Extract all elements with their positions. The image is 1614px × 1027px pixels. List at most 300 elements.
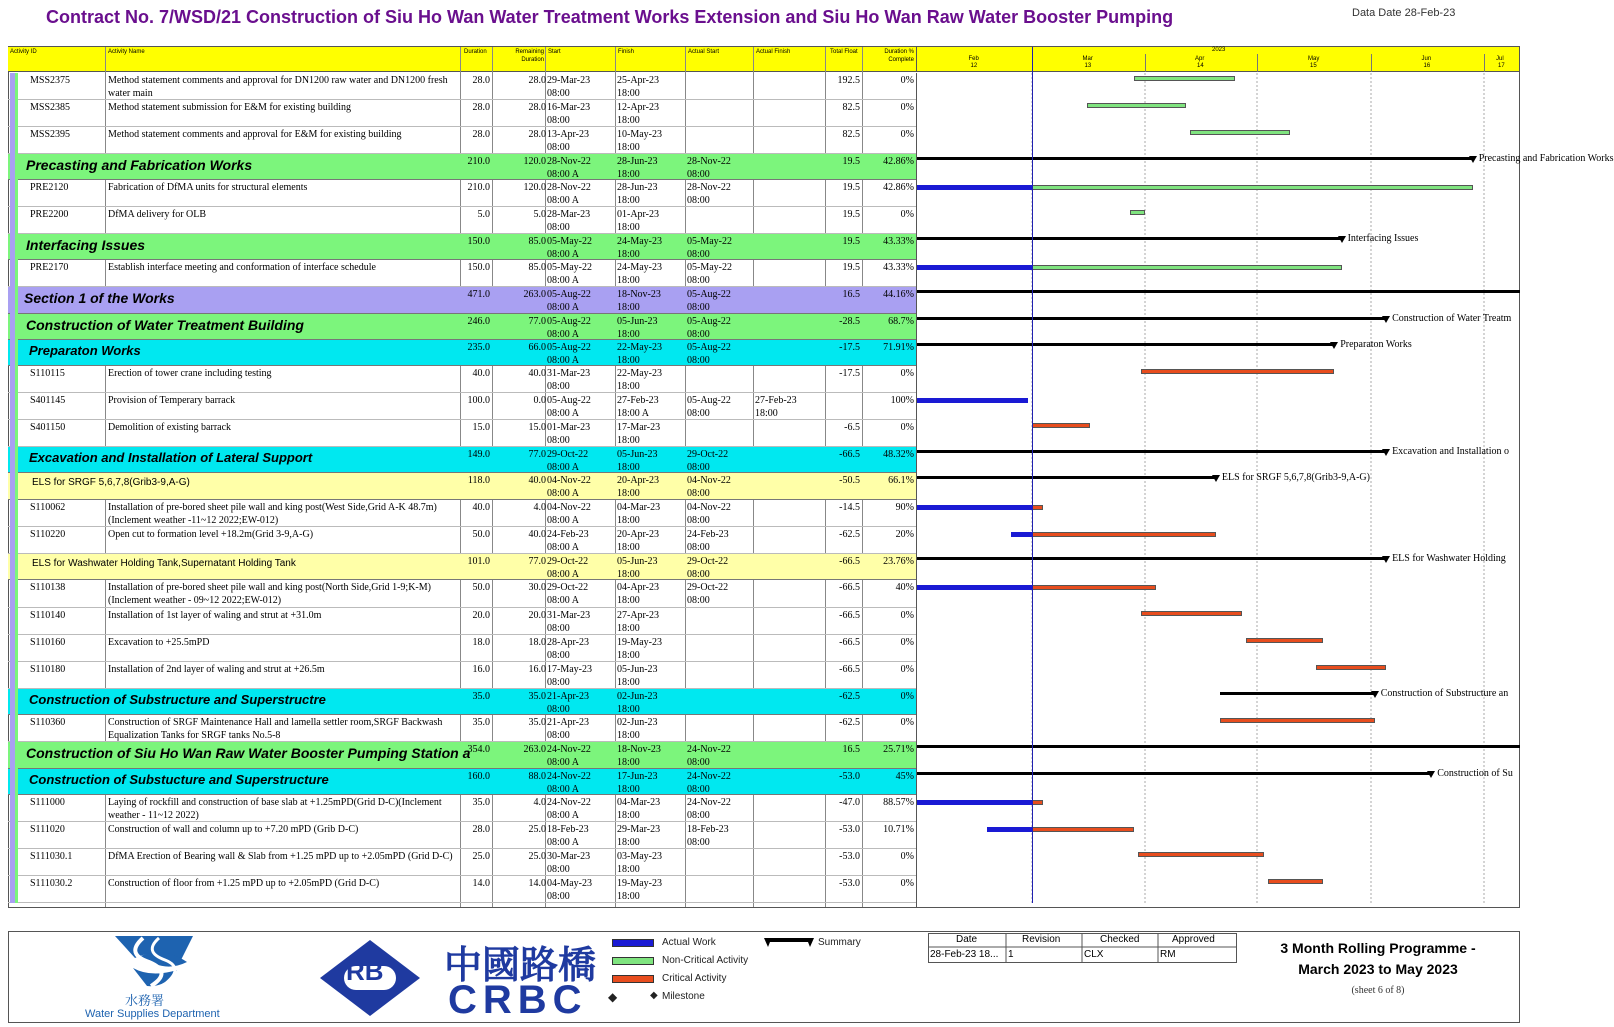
table-row[interactable] — [8, 180, 916, 207]
timescale-divider — [1371, 54, 1372, 72]
remaining-duration: 40.0 — [528, 475, 546, 486]
duration: 5.0 — [477, 209, 490, 220]
remaining-work-bar[interactable] — [1032, 185, 1473, 190]
crbc-en: CRBC — [448, 978, 588, 1022]
activity-id: S110180 — [30, 664, 66, 675]
start-date: 04-Nov-22 — [547, 502, 591, 513]
start-date: 24-Nov-22 — [547, 771, 591, 782]
start-date: 18-Feb-23 — [547, 824, 589, 835]
table-row[interactable] — [8, 527, 916, 554]
group-name: Precasting and Fabrication Works — [26, 157, 253, 173]
duration: 101.0 — [467, 556, 490, 567]
activity-name: Demolition of existing barrack — [108, 422, 232, 433]
data-date: Data Date 28-Feb-23 — [1352, 7, 1456, 19]
summary-bar[interactable] — [917, 450, 1386, 453]
duration-complete: 66.1% — [888, 475, 914, 486]
finish-time: 18:00 — [617, 730, 640, 741]
actual-start-date: 05-Aug-22 — [687, 316, 731, 327]
finish-time: 18:00 — [617, 88, 640, 99]
finish-date: 18-Nov-23 — [617, 744, 661, 755]
finish-time: 18:00 — [617, 488, 640, 499]
table-row[interactable] — [8, 500, 916, 527]
noncritical-activity-bar[interactable] — [1190, 130, 1290, 135]
summary-end-icon — [1371, 691, 1379, 699]
group-name: Preparaton Works — [29, 343, 141, 358]
actual-work-bar[interactable] — [917, 398, 1028, 403]
total-float: 82.5 — [842, 102, 860, 113]
finish-time: 18:00 — [617, 891, 640, 902]
summary-bar[interactable] — [917, 343, 1334, 346]
activity-id: S111020 — [30, 824, 65, 835]
group-name: Construction of Siu Ho Wan Raw Water Booster Pumping Station a — [26, 745, 471, 761]
summary-end-icon — [1212, 475, 1220, 483]
timescale-divider — [1145, 54, 1146, 72]
noncritical-activity-bar[interactable] — [1130, 210, 1145, 215]
summary-bar[interactable] — [1220, 692, 1375, 695]
critical-activity-bar[interactable] — [1032, 423, 1090, 428]
start-time: 08:00 — [547, 677, 570, 688]
start-date: 31-Mar-23 — [547, 610, 591, 621]
start-time: 08:00 A — [547, 329, 579, 340]
remaining-duration: 85.0 — [528, 236, 546, 247]
total-float: -62.5 — [839, 717, 860, 728]
remaining-duration: 35.0 — [528, 717, 546, 728]
finish-time: 18:00 — [617, 435, 640, 446]
total-float: -17.5 — [839, 342, 860, 353]
total-float: -66.5 — [839, 582, 860, 593]
summary-label: Excavation and Installation o — [1392, 446, 1509, 457]
remaining-duration: 28.0 — [528, 129, 546, 140]
header-remaining-duration[interactable]: Remaining Duration — [515, 49, 544, 63]
finish-date: 19-May-23 — [617, 637, 662, 648]
finish-time: 18:00 — [617, 542, 640, 553]
rev-approved: RM — [1160, 949, 1176, 960]
header-activity-name[interactable]: Activity Name — [108, 49, 145, 55]
finish-date: 05-Jun-23 — [617, 449, 658, 460]
critical-activity-bar[interactable] — [1141, 611, 1242, 616]
total-float: -62.5 — [839, 529, 860, 540]
activity-name: Method statement submission for E&M for existing building — [108, 102, 352, 113]
start-date: 21-Apr-23 — [547, 691, 590, 702]
actual-finish-date: 27-Feb-23 — [755, 395, 797, 406]
summary-bar[interactable] — [917, 317, 1386, 320]
start-date: 13-Apr-23 — [547, 129, 590, 140]
duration: 210.0 — [467, 156, 490, 167]
remaining-duration: 14.0 — [528, 878, 546, 889]
summary-end-icon — [1382, 449, 1390, 457]
duration-complete: 0% — [900, 610, 914, 621]
crbc-cn: 中國路橋 — [444, 943, 597, 987]
remaining-duration: 5.0 — [533, 209, 546, 220]
finish-date: 22-May-23 — [617, 342, 662, 353]
actual-start-date: 05-Aug-22 — [687, 395, 731, 406]
finish-date: 17-Mar-23 — [617, 422, 661, 433]
activity-name: Provision of Temperary barrack — [108, 395, 236, 406]
duration-complete: 23.76% — [883, 556, 914, 567]
actual-start-time: 08:00 — [687, 757, 710, 768]
table-row[interactable] — [8, 287, 916, 314]
table-row[interactable] — [8, 154, 916, 180]
table-row[interactable] — [8, 580, 916, 608]
finish-time: 18:00 — [617, 757, 640, 768]
table-row[interactable] — [8, 473, 916, 500]
remaining-duration: 25.0 — [528, 851, 546, 862]
remaining-duration: 120.0 — [523, 156, 546, 167]
start-time: 08:00 A — [547, 275, 579, 286]
remaining-work-bar[interactable] — [1032, 265, 1342, 270]
start-time: 08:00 A — [547, 595, 579, 606]
finish-time: 18:00 — [617, 142, 640, 153]
table-row[interactable] — [8, 393, 916, 420]
finish-date: 18-Nov-23 — [617, 289, 661, 300]
actual-work-bar[interactable] — [917, 185, 1032, 190]
rev-header-checked: Checked — [1100, 934, 1140, 945]
start-date: 28-Mar-23 — [547, 209, 591, 220]
remaining-duration: 0.0 — [533, 395, 546, 406]
remaining-duration: 88.0 — [528, 771, 546, 782]
table-row[interactable] — [8, 260, 916, 287]
start-date: 01-Mar-23 — [547, 422, 591, 433]
table-row[interactable] — [8, 608, 916, 635]
critical-activity-bar[interactable] — [1220, 718, 1375, 723]
finish-date: 12-Apr-23 — [617, 102, 660, 113]
critical-activity-bar[interactable] — [1268, 879, 1323, 884]
duration-complete: 88.57% — [883, 797, 914, 808]
activity-name: Installation of pre-bored sheet pile wall and king post(North Side,Grid 1-9;K-M) (Inclement weather - 09~12 2022;EW-012) — [108, 582, 431, 606]
finish-time: 18:00 — [617, 704, 640, 715]
duration-complete: 43.33% — [883, 262, 914, 273]
finish-date: 27-Feb-23 — [617, 395, 659, 406]
finish-time: 18:00 — [617, 623, 640, 634]
finish-date: 04-Mar-23 — [617, 502, 661, 513]
table-row[interactable] — [8, 769, 916, 795]
sheet-number: (sheet 6 of 8) — [1351, 985, 1405, 996]
start-time: 08:00 A — [547, 195, 579, 206]
summary-bar[interactable] — [917, 237, 1342, 240]
table-row[interactable] — [8, 849, 916, 876]
summary-icon — [764, 938, 814, 948]
table-row[interactable] — [8, 234, 916, 260]
activity-table — [8, 73, 916, 907]
remaining-work-bar[interactable] — [1032, 827, 1134, 832]
actual-start-time: 08:00 — [687, 784, 710, 795]
start-date: 04-May-23 — [547, 878, 592, 889]
actual-start-date: 28-Nov-22 — [687, 156, 731, 167]
timescale-month: Apr — [1195, 56, 1205, 62]
finish-date: 05-Jun-23 — [617, 316, 658, 327]
actual-work-bar[interactable] — [917, 265, 1032, 270]
finish-date: 20-Apr-23 — [617, 475, 660, 486]
total-float: -6.5 — [844, 422, 860, 433]
summary-bar[interactable] — [917, 290, 1520, 293]
activity-name: DfMA Erection of Bearing wall & Slab from +1.25 mPD up to +2.05mPD (Grid D-C) — [108, 851, 453, 862]
duration-complete: 100% — [890, 395, 914, 406]
table-row[interactable] — [8, 207, 916, 234]
table-row[interactable] — [8, 795, 916, 822]
start-time: 08:00 A — [547, 757, 579, 768]
actual-start-time: 08:00 — [687, 488, 710, 499]
activity-id: PRE2200 — [30, 209, 69, 220]
actual-work-bar[interactable] — [917, 585, 1032, 590]
table-row[interactable] — [8, 420, 916, 447]
header-activity-id[interactable]: Activity ID — [10, 49, 37, 55]
finish-time: 18:00 — [617, 462, 640, 473]
actual-start-time: 08:00 — [687, 355, 710, 366]
timescale-quarter: 13 — [1084, 63, 1092, 69]
duration-complete: 0% — [900, 129, 914, 140]
total-float: 19.5 — [842, 182, 860, 193]
header-start[interactable]: Start — [548, 49, 561, 55]
remaining-duration: 77.0 — [528, 556, 546, 567]
table-row[interactable] — [8, 447, 916, 473]
table-row[interactable] — [8, 662, 916, 689]
remaining-work-bar[interactable] — [1032, 800, 1043, 805]
header-total-float[interactable]: Total Float — [830, 49, 858, 55]
start-time: 08:00 — [547, 704, 570, 715]
duration: 16.0 — [472, 664, 490, 675]
group-name: Section 1 of the Works — [24, 290, 175, 306]
actual-start-date: 04-Nov-22 — [687, 502, 731, 513]
data-date-line — [1032, 47, 1033, 903]
remaining-duration: 120.0 — [523, 182, 546, 193]
remaining-duration: 16.0 — [528, 664, 546, 675]
remaining-duration: 263.0 — [523, 289, 546, 300]
finish-time: 18:00 — [617, 677, 640, 688]
header-duration[interactable]: Duration — [464, 49, 487, 55]
remaining-work-bar[interactable] — [1032, 585, 1156, 590]
actual-work-bar[interactable] — [987, 827, 1032, 832]
finish-time: 18:00 — [617, 810, 640, 821]
critical-activity-bar[interactable] — [1246, 638, 1323, 643]
header-duration-complete[interactable]: Duration % Complete — [884, 49, 914, 63]
start-date: 24-Nov-22 — [547, 744, 591, 755]
activity-id: MSS2375 — [30, 75, 71, 86]
start-time: 08:00 A — [547, 542, 579, 553]
table-row[interactable] — [8, 554, 916, 580]
total-float: 82.5 — [842, 129, 860, 140]
remaining-duration: 77.0 — [528, 316, 546, 327]
header-actual-finish[interactable]: Actual Finish — [756, 49, 791, 55]
duration-complete: 42.86% — [883, 156, 914, 167]
finish-date: 24-May-23 — [617, 236, 662, 247]
timescale-quarter: 15 — [1310, 63, 1317, 69]
legend-summary: Summary — [818, 937, 861, 948]
finish-date: 05-Jun-23 — [617, 664, 658, 675]
duration: 28.0 — [472, 75, 490, 86]
duration-complete: 0% — [900, 878, 914, 889]
duration: 28.0 — [472, 824, 490, 835]
summary-end-icon — [1382, 556, 1390, 564]
gantt-chart — [916, 73, 1614, 907]
actual-start-time: 08:00 — [687, 302, 710, 313]
duration: 25.0 — [472, 851, 490, 862]
total-float: -14.5 — [839, 502, 860, 513]
remaining-work-bar[interactable] — [1032, 532, 1216, 537]
actual-start-time: 08:00 — [687, 595, 710, 606]
rev-header-revision: Revision — [1022, 934, 1061, 945]
remaining-work-bar[interactable] — [1032, 505, 1043, 510]
finish-date: 05-Jun-23 — [617, 556, 658, 567]
table-row[interactable] — [8, 314, 916, 340]
actual-start-date: 24-Nov-22 — [687, 797, 731, 808]
timescale-month: Mar — [1082, 56, 1093, 62]
table-row[interactable] — [8, 689, 916, 715]
actual-start-time: 08:00 — [687, 249, 710, 260]
actual-start-time: 08:00 — [687, 837, 710, 848]
duration: 100.0 — [467, 395, 490, 406]
total-float: -50.5 — [839, 475, 860, 486]
actual-finish-time: 18:00 — [755, 408, 778, 419]
start-time: 08:00 A — [547, 355, 579, 366]
total-float: -17.5 — [839, 368, 860, 379]
total-float: 16.5 — [842, 289, 860, 300]
duration-complete: 40% — [895, 582, 914, 593]
duration: 160.0 — [467, 771, 490, 782]
activity-name: Laying of rockfill and construction of base slab at +1.25mPD(Grid D-C)(Inclement weather - 11~12 2022) — [108, 797, 442, 821]
actual-start-time: 08:00 — [687, 169, 710, 180]
activity-id: PRE2170 — [30, 262, 69, 273]
duration-complete: 0% — [900, 209, 914, 220]
legend-actual: Actual Work — [662, 937, 716, 948]
actual-start-date: 24-Feb-23 — [687, 529, 729, 540]
programme-line2: March 2023 to May 2023 — [1298, 961, 1458, 977]
summary-bar[interactable] — [917, 557, 1386, 560]
table-row[interactable] — [8, 127, 916, 154]
table-row[interactable] — [8, 340, 916, 366]
table-row[interactable] — [8, 100, 916, 127]
start-time: 08:00 — [547, 435, 570, 446]
actual-start-date: 04-Nov-22 — [687, 475, 731, 486]
table-row[interactable] — [8, 876, 916, 903]
duration-complete: 0% — [900, 717, 914, 728]
remaining-duration: 263.0 — [523, 744, 546, 755]
total-float: 16.5 — [842, 744, 860, 755]
remaining-duration: 66.0 — [528, 342, 546, 353]
actual-start-time: 08:00 — [687, 329, 710, 340]
table-row[interactable] — [8, 742, 916, 769]
finish-time: 18:00 — [617, 515, 640, 526]
summary-label: Construction of Substructure an — [1380, 688, 1509, 699]
summary-bar[interactable] — [917, 157, 1473, 160]
timescale-year: 2023 — [1212, 47, 1226, 53]
table-row[interactable] — [8, 366, 916, 393]
summary-label: Construction of Water Treatm — [1392, 313, 1512, 324]
table-row[interactable] — [8, 635, 916, 662]
actual-start-date: 28-Nov-22 — [687, 182, 731, 193]
start-time: 08:00 A — [547, 169, 579, 180]
duration: 15.0 — [472, 422, 490, 433]
start-date: 24-Nov-22 — [547, 797, 591, 808]
finish-date: 28-Jun-23 — [617, 156, 658, 167]
finish-date: 24-May-23 — [617, 262, 662, 273]
summary-bar[interactable] — [917, 476, 1216, 479]
finish-date: 27-Apr-23 — [617, 610, 660, 621]
duration-complete: 44.16% — [883, 289, 914, 300]
start-date: 29-Oct-22 — [547, 582, 589, 593]
summary-label: Interfacing Issues — [1347, 233, 1419, 244]
total-float: 192.5 — [837, 75, 860, 86]
critical-activity-bar[interactable] — [1141, 369, 1334, 374]
legend-milestone: Milestone — [662, 991, 705, 1002]
duration: 118.0 — [467, 475, 490, 486]
header-actual-start[interactable]: Actual Start — [688, 49, 720, 55]
actual-work-bar[interactable] — [1011, 532, 1032, 537]
total-float: 19.5 — [842, 209, 860, 220]
start-time: 08:00 — [547, 115, 570, 126]
duration: 149.0 — [467, 449, 490, 460]
duration: 40.0 — [472, 502, 490, 513]
remaining-duration: 15.0 — [528, 422, 546, 433]
duration: 18.0 — [472, 637, 490, 648]
finish-time: 18:00 — [617, 650, 640, 661]
total-float: -53.0 — [839, 771, 860, 782]
actual-work-bar[interactable] — [917, 800, 1032, 805]
activity-name: Method statement comments and approval for E&M for existing building — [108, 129, 402, 140]
remaining-duration: 40.0 — [528, 368, 546, 379]
summary-end-icon — [1427, 771, 1435, 779]
summary-label: Precasting and Fabrication Works — [1478, 153, 1614, 164]
duration: 246.0 — [467, 316, 490, 327]
total-float: -66.5 — [839, 637, 860, 648]
total-float: -66.5 — [839, 664, 860, 675]
actual-work-bar[interactable] — [917, 505, 1032, 510]
start-date: 04-Nov-22 — [547, 475, 591, 486]
duration: 28.0 — [472, 102, 490, 113]
table-row[interactable] — [8, 715, 916, 742]
noncritical-activity-bar[interactable] — [1087, 103, 1186, 108]
summary-bar[interactable] — [917, 772, 1431, 775]
start-date: 24-Feb-23 — [547, 529, 589, 540]
actual-start-time: 08:00 — [687, 462, 710, 473]
summary-label: ELS for SRGF 5,6,7,8(Grib3-9,A-G) — [1221, 472, 1370, 483]
actual-start-time: 08:00 — [687, 569, 710, 580]
activity-name: Excavation to +25.5mPD — [108, 637, 210, 648]
activity-name: Installation of 1st layer of waling and strut at +31.0m — [108, 610, 322, 621]
finish-date: 02-Jun-23 — [617, 691, 658, 702]
table-row[interactable] — [8, 73, 916, 100]
duration: 210.0 — [467, 182, 490, 193]
finish-time: 18:00 — [617, 837, 640, 848]
start-date: 16-Mar-23 — [547, 102, 591, 113]
finish-time: 18:00 — [617, 381, 640, 392]
duration-complete: 0% — [900, 75, 914, 86]
header-finish[interactable]: Finish — [618, 49, 635, 55]
critical-activity-bar[interactable] — [1138, 852, 1265, 857]
start-time: 08:00 — [547, 222, 570, 233]
start-time: 08:00 A — [547, 784, 579, 795]
table-row[interactable] — [8, 822, 916, 849]
remaining-duration: 4.0 — [533, 797, 546, 808]
start-date: 05-May-22 — [547, 236, 592, 247]
actual-start-date: 24-Nov-22 — [687, 771, 731, 782]
noncritical-activity-bar[interactable] — [1134, 76, 1235, 81]
summary-end-icon — [1338, 236, 1346, 244]
activity-name: Construction of wall and column up to +7.20 mPD (Grib D-C) — [108, 824, 359, 835]
summary-bar[interactable] — [917, 745, 1520, 748]
timescale-divider — [1484, 54, 1485, 72]
rev-revision: 1 — [1008, 949, 1014, 960]
programme-title — [1248, 938, 1508, 980]
duration: 35.0 — [472, 797, 490, 808]
timescale-month: Feb — [968, 56, 979, 62]
finish-time: 18:00 — [617, 329, 640, 340]
critical-activity-bar[interactable] — [1316, 665, 1386, 670]
start-time: 08:00 A — [547, 810, 579, 821]
table-header — [8, 47, 916, 72]
remaining-duration: 77.0 — [528, 449, 546, 460]
finish-time: 18:00 — [617, 595, 640, 606]
start-time: 08:00 A — [547, 249, 579, 260]
